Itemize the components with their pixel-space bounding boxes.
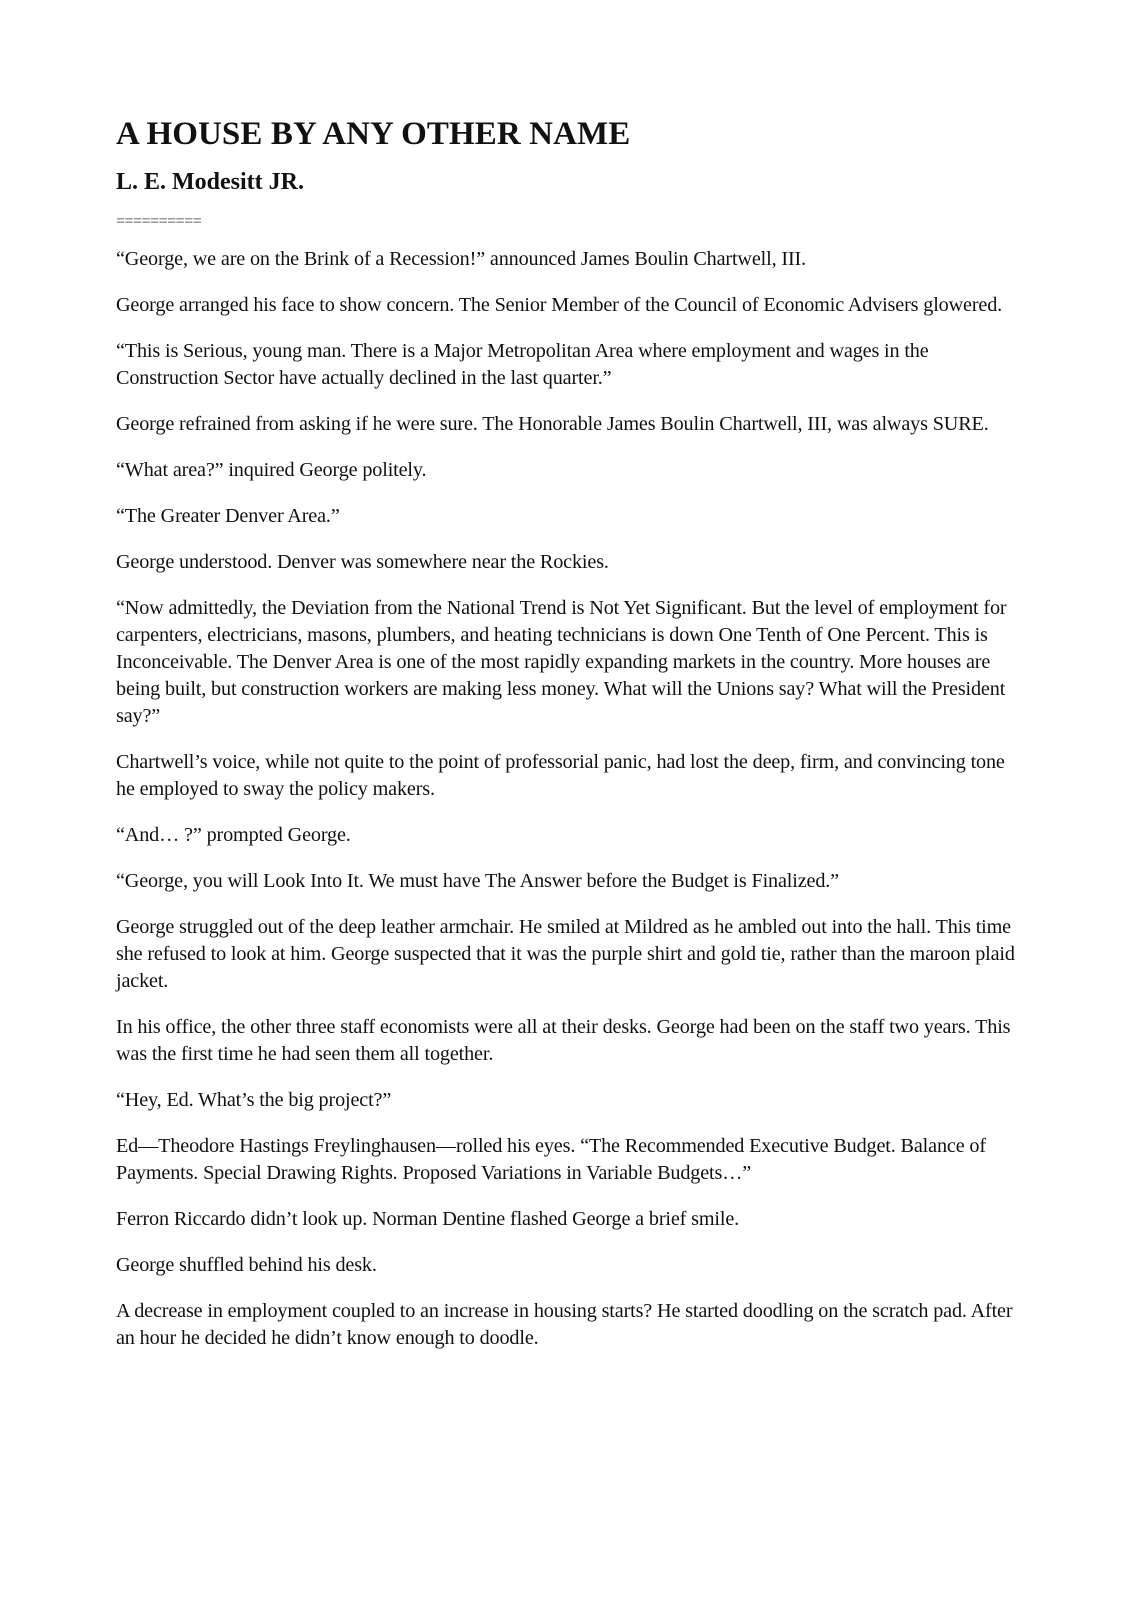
story-body	[116, 246, 1028, 1352]
paragraph: “Now admittedly, the Deviation from the National Trend is Not Yet Significant. But the level of employment for carpenters, electricians, masons, plumbers, and heating technicians is down One Tenth of One Percent. This is Inconceivable. The Denver Area is one of the most rapidly expanding markets in the country. More houses are being built, but construction workers are making less money. What will the Unions say? What will the President say?”	[116, 597, 1007, 727]
paragraph: Ferron Riccardo didn’t look up. Norman Dentine flashed George a brief smile.	[116, 1208, 740, 1230]
document-title: A HOUSE BY ANY OTHER NAME	[116, 116, 631, 152]
paragraph: “What area?” inquired George politely.	[116, 459, 427, 481]
paragraph: George arranged his face to show concern. The Senior Member of the Council of Economic Advisers glowered.	[116, 294, 1003, 316]
paragraph: “This is Serious, young man. There is a Major Metropolitan Area where employment and wages in the Construction Sector have actually declined in the last quarter.”	[116, 340, 929, 389]
paragraph: “Hey, Ed. What’s the big project?”	[116, 1089, 392, 1111]
paragraph: “And… ?” prompted George.	[116, 824, 351, 846]
paragraph: George struggled out of the deep leather armchair. He smiled at Mildred as he ambled out into the hall. This time she refused to look at him. George suspected that it was the purple shirt and gold tie, rather than the maroon plaid jacket.	[116, 916, 1015, 992]
paragraph: Chartwell’s voice, while not quite to the point of professorial panic, had lost the deep, firm, and convincing tone he employed to sway the policy makers.	[116, 751, 1005, 800]
paragraph: George refrained from asking if he were sure. The Honorable James Boulin Chartwell, III, was always SURE.	[116, 413, 989, 435]
paragraph: “George, we are on the Brink of a Recession!” announced James Boulin Chartwell, III.	[116, 248, 807, 270]
paragraph: George understood. Denver was somewhere near the Rockies.	[116, 551, 609, 573]
paragraph: “The Greater Denver Area.”	[116, 505, 340, 527]
paragraph: “George, you will Look Into It. We must have The Answer before the Budget is Finalized.”	[116, 870, 839, 892]
document-page	[116, 112, 1028, 1371]
paragraph: In his office, the other three staff economists were all at their desks. George had been on the staff two years. This was the first time he had seen them all together.	[116, 1016, 1011, 1065]
section-divider: ==========	[116, 213, 202, 230]
paragraph: A decrease in employment coupled to an increase in housing starts? He started doodling on the scratch pad. After an hour he decided he didn’t know enough to doodle.	[116, 1300, 1013, 1349]
author-name: L. E. Modesitt JR.	[116, 169, 304, 195]
paragraph: Ed—Theodore Hastings Freylinghausen—rolled his eyes. “The Recommended Executive Budget. Balance of Payments. Special Drawing Rights. Proposed Variations in Variable Budgets…”	[116, 1135, 986, 1184]
paragraph: George shuffled behind his desk.	[116, 1254, 377, 1276]
